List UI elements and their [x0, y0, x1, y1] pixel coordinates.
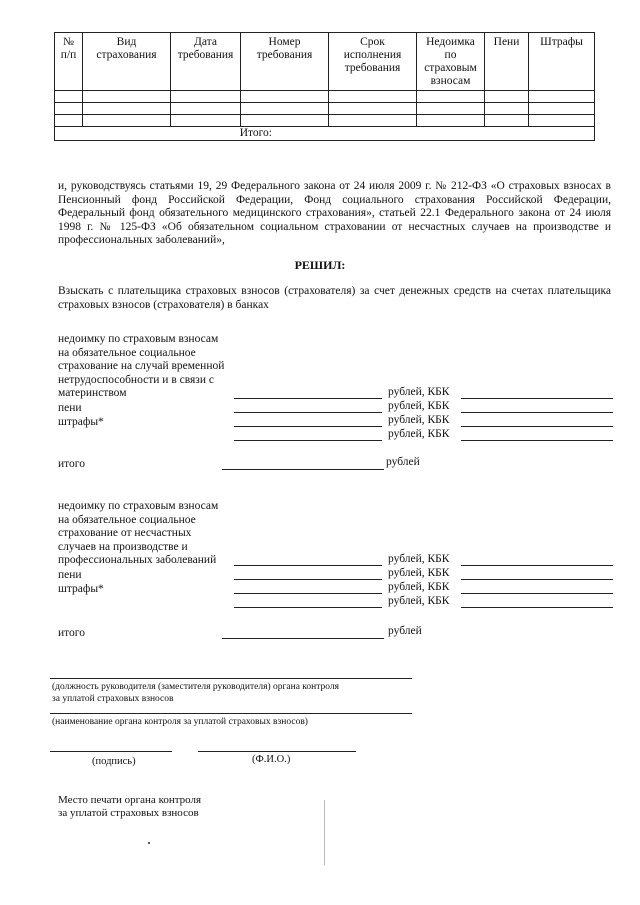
table-row — [55, 115, 595, 127]
block1-line: нетрудоспособности и в связи с — [58, 373, 214, 386]
block1-line: недоимку по страховым взносам — [58, 333, 219, 345]
block1-extra-kbk-field[interactable] — [461, 440, 613, 441]
table-total-label: Итого: — [55, 127, 595, 141]
position-caption-2: за уплатой страховых взносов — [52, 694, 174, 704]
col-header-insurance-type: Вид страхования — [83, 33, 171, 91]
rub-kbk-label: рублей, КБК — [388, 400, 450, 412]
block2-peni-kbk-field[interactable] — [461, 579, 613, 580]
table-total-row — [55, 127, 595, 141]
block2-total-field[interactable] — [222, 638, 384, 639]
block2-extra-amount-field[interactable] — [234, 607, 382, 608]
table-row — [55, 103, 595, 115]
rub-kbk-label: рублей, КБК — [388, 553, 450, 565]
block1-description — [58, 333, 224, 401]
block2-total-label: итого — [58, 627, 85, 639]
fio-caption: (Ф.И.О.) — [252, 754, 291, 765]
block2-description — [58, 500, 218, 568]
col-header-penalties: Пени — [485, 33, 529, 91]
block1-extra-amount-field[interactable] — [234, 440, 382, 441]
block1-total-field[interactable] — [222, 469, 384, 470]
block2-fines-label: штрафы* — [58, 583, 104, 595]
block1-fines-kbk-field[interactable] — [461, 426, 613, 427]
block1-line: страхование на случай временной — [58, 360, 225, 373]
block2-fines-kbk-field[interactable] — [461, 593, 613, 594]
col-header-deadline: Срок исполнения требования — [329, 33, 417, 91]
collect-paragraph: Взыскать с плательщика страховых взносов (страхователя) за счет денежных средств на счетах плательщика страховых взносов (страхователя) в банках — [58, 285, 611, 311]
signature-caption: (подпись) — [92, 756, 136, 767]
rub-label: рублей — [386, 456, 420, 468]
block1-fines-label: штрафы* — [58, 416, 104, 428]
block2-extra-kbk-field[interactable] — [461, 607, 613, 608]
position-caption: (должность руководителя (заместителя руководителя) органа контроля — [52, 682, 339, 692]
block1-arrears-kbk-field[interactable] — [461, 398, 613, 399]
stamp-place-label-2: за уплатой страховых взносов — [58, 807, 199, 819]
decision-title: РЕШИЛ: — [294, 258, 346, 272]
rub-kbk-label: рублей, КБК — [388, 414, 450, 426]
col-header-fines: Штрафы — [529, 33, 595, 91]
block2-peni-label: пени — [58, 569, 82, 581]
legal-basis-paragraph: и, руководствуясь статьями 19, 29 Федерального закона от 24 июля 2009 г. № 212-ФЗ «О страховых взносах в Пенсионный фонд Российской Федерации, Фонд социального страхования Российской Федерации, Федеральный фонд обязательного медицинского страхования», статьей 22.1 Федерального закона от 24 июля 1998 г. № 125-ФЗ «Об обязательном социальном страховании от несчастных случаев на производстве и профессиональных заболеваний», — [58, 180, 611, 247]
block2-line: случаев на производстве и — [58, 540, 188, 553]
rub-kbk-label: рублей, КБК — [388, 567, 450, 579]
block2-arrears-kbk-field[interactable] — [461, 565, 613, 566]
rub-kbk-label: рублей, КБК — [388, 428, 450, 440]
org-name-caption: (наименование органа контроля за уплатой страховых взносов) — [52, 717, 308, 727]
block1-line: на обязательное социальное — [58, 346, 196, 359]
block1-total-label: итого — [58, 458, 85, 470]
signature-field[interactable] — [50, 751, 172, 752]
block2-line: профессиональных заболеваний — [58, 554, 217, 567]
col-header-demand-date: Дата требования — [171, 33, 241, 91]
table-header-row — [55, 33, 595, 91]
block1-peni-label: пени — [58, 402, 82, 414]
stamp-place-label: Место печати органа контроля — [58, 794, 202, 806]
block2-fines-amount-field[interactable] — [234, 593, 382, 594]
block2-peni-amount-field[interactable] — [234, 579, 382, 580]
block1-arrears-amount-field[interactable] — [234, 398, 382, 399]
block1-line: материнством — [58, 387, 127, 400]
col-header-arrears: Недоимка по страховым взносам — [417, 33, 485, 91]
scan-edge-line — [324, 800, 325, 865]
rub-label: рублей — [388, 625, 422, 637]
rub-kbk-label: рублей, КБК — [388, 581, 450, 593]
position-field[interactable] — [50, 678, 412, 679]
org-name-field[interactable] — [50, 713, 412, 714]
col-header-number: № п/п — [55, 33, 83, 91]
arrears-table — [54, 32, 595, 141]
block2-line: на обязательное социальное — [58, 513, 196, 526]
block1-peni-amount-field[interactable] — [234, 412, 382, 413]
fio-field[interactable] — [198, 751, 356, 752]
col-header-demand-number: Номер требования — [241, 33, 329, 91]
table-row — [55, 91, 595, 103]
block2-arrears-amount-field[interactable] — [234, 565, 382, 566]
block1-fines-amount-field[interactable] — [234, 426, 382, 427]
rub-kbk-label: рублей, КБК — [388, 386, 450, 398]
rub-kbk-label: рублей, КБК — [388, 595, 450, 607]
scan-dot — [148, 842, 150, 844]
block2-line: недоимку по страховым взносам — [58, 500, 219, 512]
block1-peni-kbk-field[interactable] — [461, 412, 613, 413]
block2-line: страхование от несчастных — [58, 527, 192, 540]
